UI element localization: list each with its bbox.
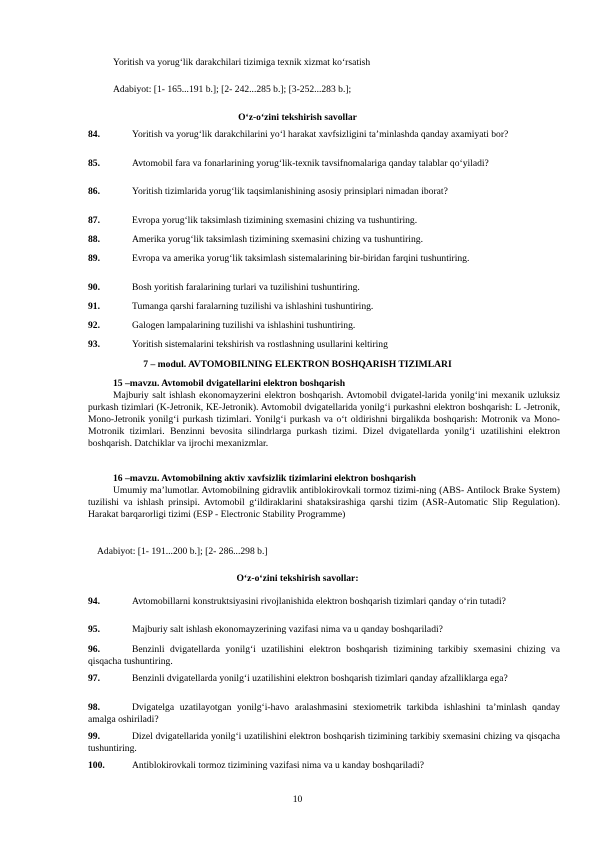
question-93 xyxy=(88,339,560,351)
question-text: Amerika yorug‘lik taksimlash tizimining sxemasini chizing va tushuntiring. xyxy=(132,234,423,245)
question-89 xyxy=(88,253,560,265)
question-text: Antiblokirovkali tormoz tizimining vazifasi nima va u kanday boshqariladi? xyxy=(132,760,425,771)
question-98 xyxy=(88,702,560,726)
question-number: 98. xyxy=(88,702,100,713)
question-text: Dizel dvigatellarida yonilg‘i uzatilishini elektron boshqarish tizimining tarkibiy sxemasini chizing va qisqacha tushuntiring. xyxy=(88,731,560,754)
question-text: Evropa yorug‘lik taksimlash tizimining sxemasini chizing va tushuntiring. xyxy=(132,215,418,226)
intro-literature-line: Adabiyot: [1- 165...191 b.]; [2- 242...285 b.]; [3-252...283 b.]; xyxy=(113,84,352,95)
question-number: 90. xyxy=(88,282,100,293)
question-text: Benzinli dvigatellarda yonilg‘i uzatilishini elektron boshqarish tizimlari qanday afzalliklarga ega? xyxy=(132,673,508,684)
question-number: 94. xyxy=(88,596,100,607)
page-number: 10 xyxy=(292,794,303,805)
question-text: Avtomobillarni konstruktsiyasini rivojlanishida elektron boshqarish tizimlari qanday o‘rin tutadi? xyxy=(132,596,506,607)
question-85 xyxy=(88,158,560,170)
question-text: Yoritish sistemalarini tekshirish va rostlashning usullarini keltiring xyxy=(132,339,388,350)
question-95 xyxy=(88,624,560,636)
topic15-body: Majburiy salt ishlash ekonomayzerini elektron boshqarish. Avtomobil dvigatel-larida yonilg‘ini mexanik uzluksiz purkash tizimlari (K-Jetronik, KE-Jetronik). Avtomobil dvigatellarida yonilg‘i purkashni elektron boshqarish: L -Jetronik, Mono-Jetronik yonilg‘i purkash tizimlari. Yonilg‘i purkash va o‘t oldirishni birgalikda boshqarish: Motronik va Mono-Motronik tizimlari. Benzinni bevosita silindrlarga purkash tizimi. Dizel dvigatellarda yonilg‘i uzatilishini elektron boshqarish. Datchiklar va ijrochi mexanizmlar. xyxy=(88,390,560,449)
question-number: 88. xyxy=(88,234,100,245)
question-number: 93. xyxy=(88,339,100,350)
question-97 xyxy=(88,673,560,685)
question-number: 85. xyxy=(88,158,100,169)
question-number: 95. xyxy=(88,624,100,635)
question-number: 96. xyxy=(88,644,100,655)
question-number: 86. xyxy=(88,186,100,197)
question-84 xyxy=(88,129,560,141)
question-91 xyxy=(88,301,560,313)
question-text: Avtomobil fara va fonarlarining yorug‘lik-texnik tavsifnomalariga qanday talablar qo‘yiladi? xyxy=(132,158,489,169)
topic16-literature: Adabiyot: [1- 191...200 b.]; [2- 286...298 b.] xyxy=(97,546,268,557)
question-text: Evropa va amerika yorug‘lik taksimlash sistemalarining bir-biridan farqini tushuntiring. xyxy=(132,253,470,264)
question-text: Yoritish tizimlarida yorug‘lik taqsimlanishining asosiy prinsiplari nimadan iborat? xyxy=(132,186,448,197)
question-number: 84. xyxy=(88,129,100,140)
topic15-heading: 15 –mavzu. Avtomobil dvigatellarini elektron boshqarish xyxy=(113,378,346,389)
question-92 xyxy=(88,320,560,332)
question-96 xyxy=(88,644,560,668)
question-number: 97. xyxy=(88,673,100,684)
intro-topic-line: Yoritish va yorug‘lik darakchilari tizimiga texnik xizmat ko‘rsatish xyxy=(113,57,371,68)
question-87 xyxy=(88,215,560,227)
question-text: Galogen lampalarining tuzilishi va ishlashini tushuntiring. xyxy=(132,320,356,331)
section1-heading: O‘z-o‘zini tekshirish savollar xyxy=(238,112,357,123)
question-text: Yoritish va yorug‘lik darakchilarini yo‘l harakat xavfsizligini ta’minlashda qanday axamiyati bor? xyxy=(132,129,509,140)
question-99 xyxy=(88,731,560,755)
question-number: 87. xyxy=(88,215,100,226)
question-text: Majburiy salt ishlash ekonomayzerining vazifasi nima va u qanday boshqariladi? xyxy=(132,624,443,635)
question-90 xyxy=(88,282,560,294)
topic16-heading: 16 –mavzu. Avtomobilning aktiv xavfsizlik tizimlarini elektron boshqarish xyxy=(113,473,416,484)
question-100 xyxy=(88,760,560,772)
question-number: 92. xyxy=(88,320,100,331)
section2-heading: O‘z-o‘zini tekshirish savollar: xyxy=(236,573,359,584)
question-88 xyxy=(88,234,560,246)
question-94 xyxy=(88,596,560,608)
question-86 xyxy=(88,186,560,198)
question-text: Benzinli dvigatellarda yonilg‘i uzatilishini elektron boshqarish tizimining tarkibiy sxemasini chizing va qisqacha tushuntiring. xyxy=(88,644,560,667)
module-title: 7 – modul. AVTOMOBILNING ELEKTRON BOSHQARISH TIZIMLARI xyxy=(143,359,452,370)
topic16-body: Umumiy ma’lumotlar. Avtomobilning gidravlik antiblokirovkali tormoz tizimi-ning (ABS- Antilock Brake System) tuzilishi va ishlash prinsipi. Avtomobil g‘ildiraklarini shataksirashiga qarshi tizim (ASR-Automatic Slip Regulation). Harakat barqarorligi tizimi (ESP - Electronic Stability Programme) xyxy=(88,485,560,520)
question-number: 91. xyxy=(88,301,100,312)
question-text: Tumanga qarshi faralarning tuzilishi va ishlashini tushuntiring. xyxy=(132,301,374,312)
question-text: Bosh yoritish faralarining turlari va tuzilishini tushuntiring. xyxy=(132,282,360,293)
question-number: 100. xyxy=(88,760,105,771)
question-number: 99. xyxy=(88,731,100,742)
question-number: 89. xyxy=(88,253,100,264)
question-text: Dvigatelga uzatilayotgan yonilg‘i-havo aralashmasini stexiometrik tarkibda ishlashini ta’minlash qanday amalga oshiriladi? xyxy=(88,702,560,725)
